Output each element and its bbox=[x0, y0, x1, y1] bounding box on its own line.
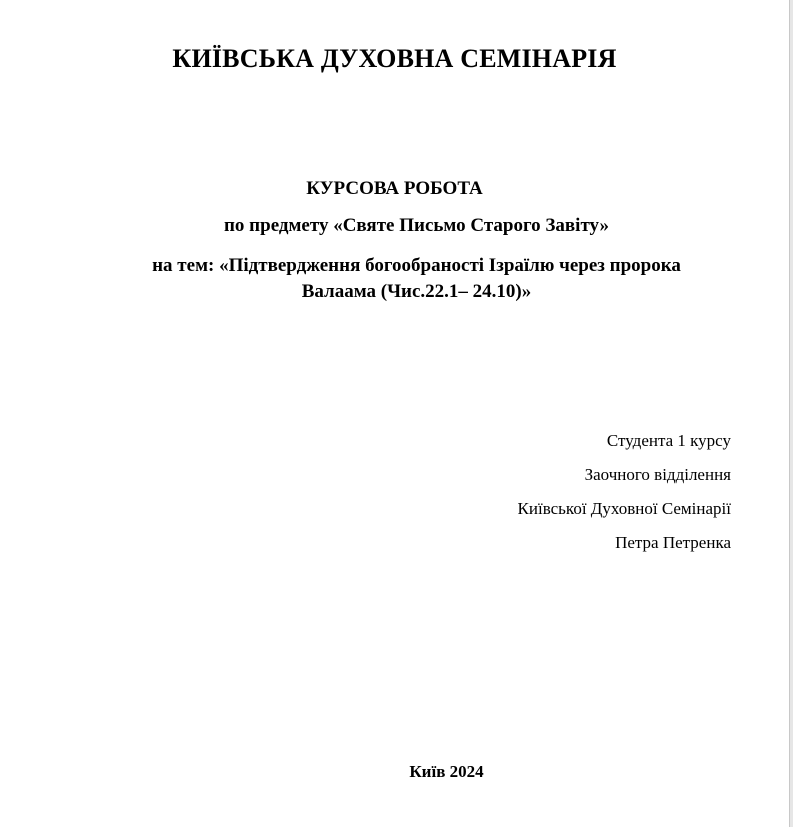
author-institution: Київської Духовної Семінарії bbox=[517, 499, 731, 518]
topic-line-1: на тем: «Підтвердження богообраності Ізраїлю через пророка bbox=[152, 255, 681, 276]
author-name: Петра Петренка bbox=[615, 533, 731, 552]
author-course: Студента 1 курсу bbox=[606, 431, 731, 450]
subject-line: по предмету «Святе Письмо Старого Завіту» bbox=[223, 215, 610, 236]
author-department: Заочного відділення bbox=[584, 465, 731, 484]
author-block bbox=[518, 424, 731, 560]
institution-title: КИЇВСЬКА ДУХОВНА СЕМІНАРІЯ bbox=[172, 44, 617, 73]
work-type-heading: КУРСОВА РОБОТА bbox=[306, 178, 483, 199]
topic-line-2: Валаама (Чис.22.1– 24.10)» bbox=[301, 281, 532, 302]
topic-block bbox=[22, 253, 793, 305]
city-year: Київ 2024 bbox=[409, 762, 484, 781]
